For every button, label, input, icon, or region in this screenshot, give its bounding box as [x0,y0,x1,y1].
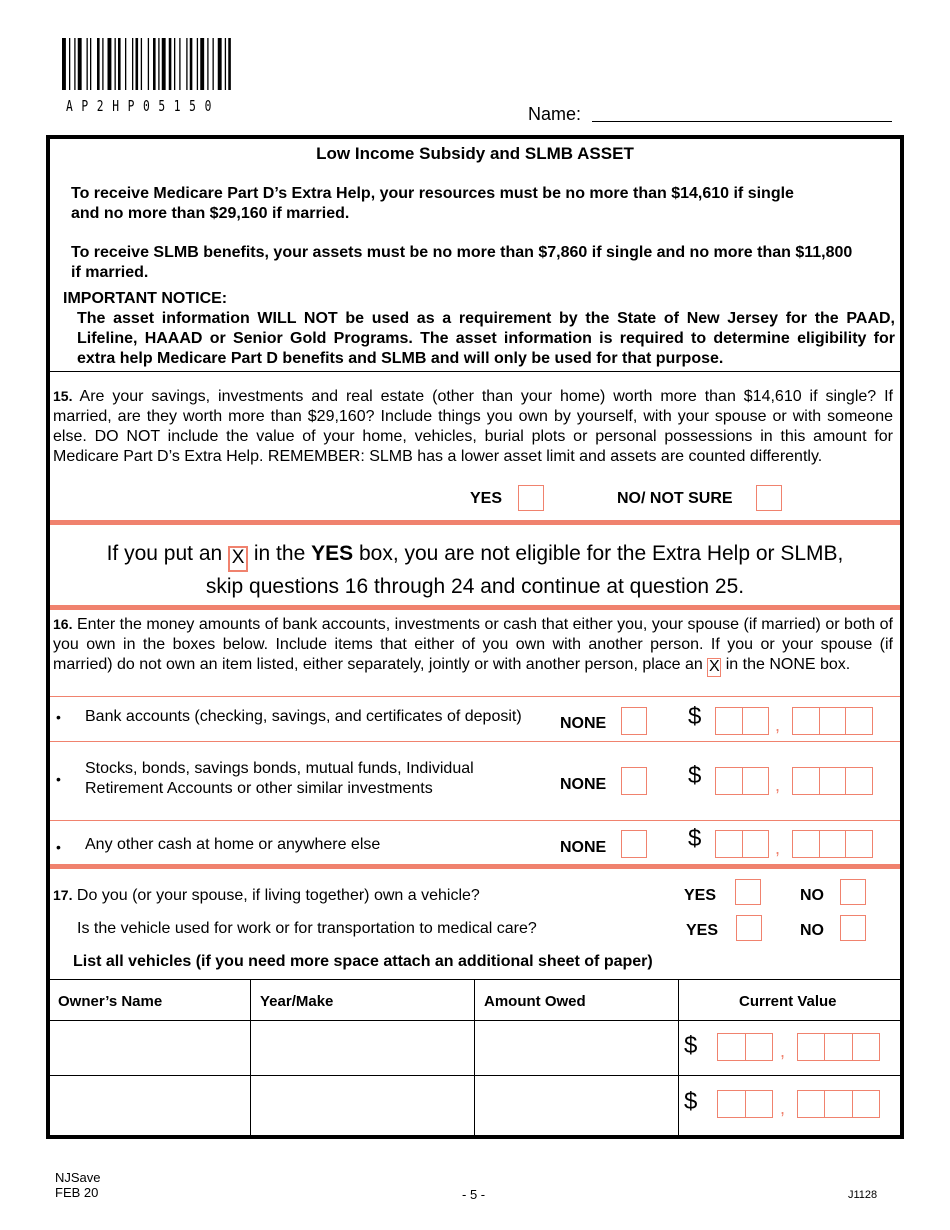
divider [50,371,900,372]
q15-yes-checkbox[interactable] [518,485,544,511]
notice-text-part2: in the [253,542,306,565]
form-code: J1128 [848,1189,878,1201]
question-number: 17. [53,887,73,903]
none-checkbox[interactable] [621,830,647,858]
question-number: 15. [53,388,73,404]
footer-org: NJSave [55,1170,101,1185]
vehicle-table: Owner’s Name Year/Make Amount Owed Current Value $ , $ , [50,979,900,1135]
q17a-yes-checkbox[interactable] [735,879,761,905]
column-header-amount-owed: Amount Owed [484,993,586,1010]
question-15-text: Are your savings, investments and real estate (other than your home) worth more than $14,610 if single? If married, are they worth more than $29,160? Include things you own by yourself, with your spouse or with someone else. DO NOT include the value of your home, vehicles, burial plots or personal possessions in this amount for Medicare Part D’s Extra Help. REMEMBER: SLMB has a lower asset limit and assets are counted differently. [53,388,894,465]
amount-thousands-input[interactable] [715,767,769,795]
currency-symbol: $ [688,762,702,789]
page-number: - 5 - [462,1187,486,1202]
divider [50,520,900,525]
owner-name-input[interactable] [50,1021,251,1075]
column-header-year-make: Year/Make [260,993,334,1010]
notice-yes-word: YES [311,542,354,565]
question-15 [53,386,893,467]
slmb-limit-text: To receive SLMB benefits, your assets must be no more than $7,860 if single and no more than $11,800 if married. [71,244,853,281]
amount-owed-input[interactable] [475,1021,679,1075]
asset-item-investments: • Stocks, bonds, savings bonds, mutual funds, Individual Retirement Accounts or other similar investments NONE $ , [50,742,900,820]
amount-hundreds-input[interactable] [792,767,873,795]
q17b-yes-checkbox[interactable] [736,915,762,941]
question-17 [53,885,480,906]
asset-item-label: Any other cash at home or anywhere else [85,836,381,853]
none-label: NONE [560,715,607,732]
owner-name-input[interactable] [50,1076,251,1136]
question-17-text-a: Do you (or your spouse, if living together) own a vehicle? [76,887,480,904]
amount-thousands-input[interactable] [715,830,769,858]
divider [50,864,900,869]
divider [50,605,900,610]
year-make-input[interactable] [251,1076,475,1136]
q17b-no-checkbox[interactable] [840,915,866,941]
amount-hundreds-input[interactable] [792,707,873,735]
x-mark-example: X [228,546,248,572]
current-value-hundreds-input[interactable] [797,1033,880,1061]
section-title: Low Income Subsidy and SLMB ASSET [316,144,634,163]
q17b-no-label: NO [800,922,824,939]
asset-item-cash: • Any other cash at home or anywhere else NONE $ , [50,821,900,865]
question-16-text-a: Enter the money amounts of bank accounts, investments or cash that either you, your spouse (if married) or both of you own in the boxes below. Include items that either of you own with another person. If you or your spouse (if married) do not own an item listed, either separately, jointly or with another person, place an [53,616,893,673]
none-checkbox[interactable] [621,767,647,795]
currency-symbol: $ [688,825,702,852]
none-checkbox[interactable] [621,707,647,735]
important-notice-label: IMPORTANT NOTICE: [63,290,228,307]
none-label: NONE [560,776,607,793]
yes-ineligible-notice [50,527,900,607]
currency-symbol: $ [684,1032,698,1059]
question-17-text-b: Is the vehicle used for work or for transportation to medical care? [77,920,537,937]
asset-item-label: Bank accounts (checking, savings, and certificates of deposit) [85,708,522,725]
x-mark-example: X [708,658,720,675]
q17a-no-label: NO [800,887,824,904]
extra-help-limit-text: To receive Medicare Part D’s Extra Help, your resources must be no more than $14,610 if single and no more than $29,160 if married. [71,185,794,222]
name-label: Name: [528,104,582,124]
question-16 [53,614,893,677]
amount-hundreds-input[interactable] [792,830,873,858]
column-header-owner: Owner’s Name [58,993,163,1010]
notice-text-line2: skip questions 16 through 24 and continue at question 25. [205,575,745,598]
none-label: NONE [560,839,607,856]
current-value-thousands-input[interactable] [717,1090,773,1118]
name-field[interactable] [592,121,892,122]
q15-no-checkbox[interactable] [756,485,782,511]
asset-form-frame [46,135,904,1139]
q17b-yes-label: YES [686,922,719,939]
footer-left [55,1170,101,1200]
amount-owed-input[interactable] [475,1076,679,1136]
q17a-no-checkbox[interactable] [840,879,866,905]
year-make-input[interactable] [251,1021,475,1075]
notice-text-part3: box, you are not eligible for the Extra Help or SLMB, [358,542,844,565]
q15-yes-label: YES [470,490,503,507]
q17a-yes-label: YES [684,887,717,904]
current-value-hundreds-input[interactable] [797,1090,880,1118]
notice-text-part1: If you put an [106,542,223,565]
list-vehicles-instruction: List all vehicles (if you need more space attach an additional sheet of paper) [73,953,653,970]
currency-symbol: $ [684,1088,698,1115]
footer-date: FEB 20 [55,1185,99,1200]
asset-item-label: Stocks, bonds, savings bonds, mutual funds, Individual Retirement Accounts or other similar investments [85,760,474,797]
column-header-current-value: Current Value [739,993,837,1010]
amount-thousands-input[interactable] [715,707,769,735]
q15-no-label: NO/ NOT SURE [617,490,733,507]
barcode-image [62,38,280,90]
asset-item-bank: • Bank accounts (checking, savings, and certificates of deposit) NONE $ , [50,697,900,741]
current-value-thousands-input[interactable] [717,1033,773,1061]
question-number: 16. [53,616,73,632]
currency-symbol: $ [688,703,702,730]
barcode-number: AP2HP05150 [66,97,220,115]
question-16-text-b: in the NONE box. [725,656,851,673]
important-notice-text: The asset information WILL NOT be used as a requirement by the State of New Jersey for the PAAD, Lifeline, HAAAD or Senior Gold Programs. The asset information is required to determine eligibility for extra help Medicare Part D benefits and SLMB and will only be used for that purpose. [77,310,895,367]
